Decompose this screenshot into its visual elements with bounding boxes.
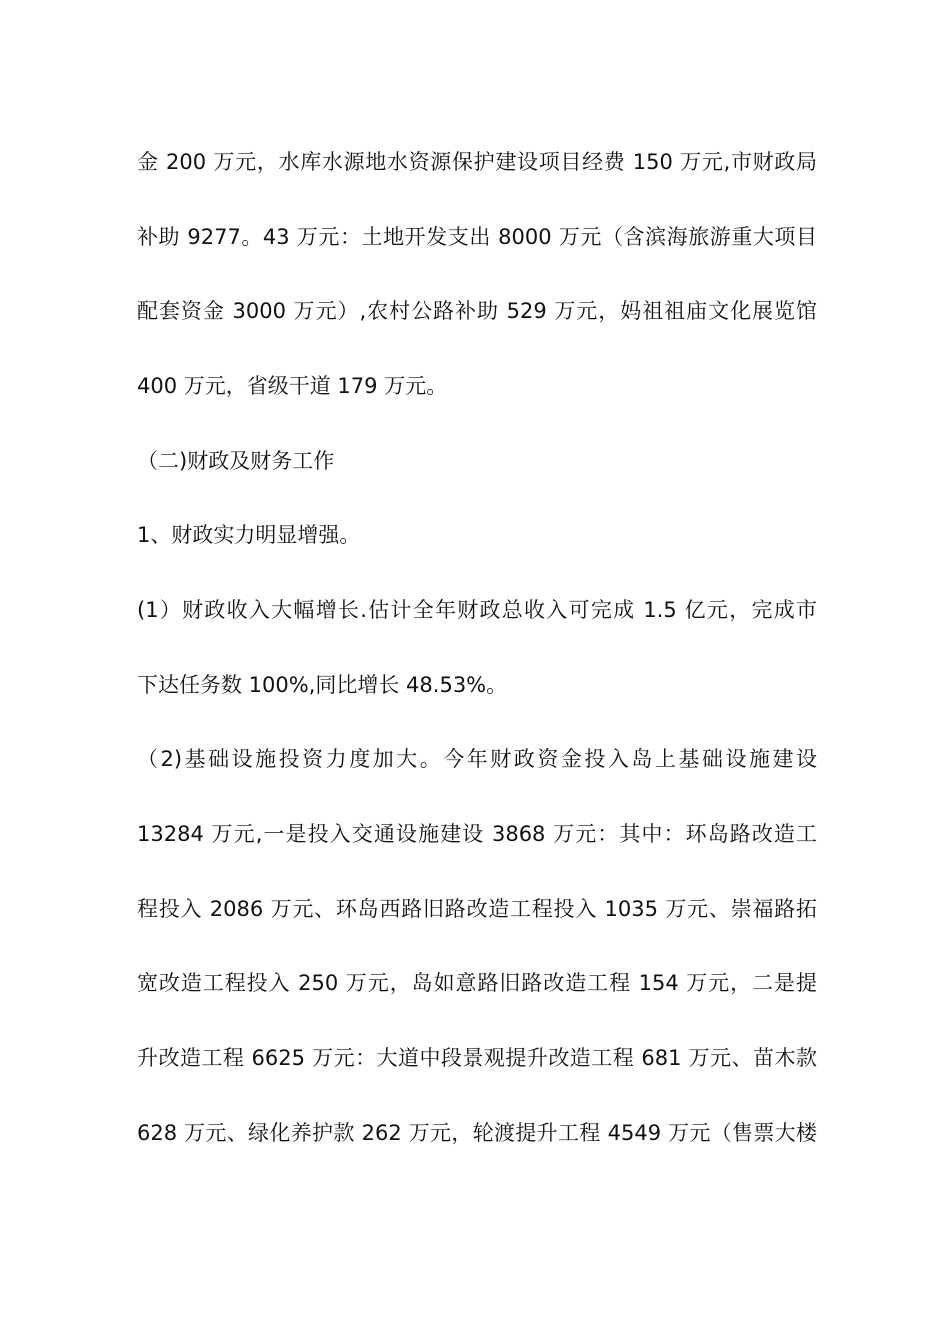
text-line: 13284 万元,一是投入交通设施建设 3868 万元：其中：环岛路改造工 (137, 822, 817, 846)
text-line: （2)基础设施投资力度加大。今年财政资金投入岛上基础设施建设 (137, 747, 817, 771)
text-line: 补助 9277。43 万元：土地开发支出 8000 万元（含滨海旅游重大项目 (137, 225, 817, 249)
section-heading: （二)财政及财务工作 (137, 449, 335, 473)
text-line: 升改造工程 6625 万元：大道中段景观提升改造工程 681 万元、苗木款 (137, 1046, 817, 1070)
text-line: 配套资金 3000 万元）,农村公路补助 529 万元，妈祖祖庙文化展览馆 (137, 299, 817, 323)
text-line: 400 万元，省级干道 179 万元。 (137, 374, 448, 398)
text-line: 金 200 万元，水库水源地水资源保护建设项目经费 150 万元,市财政局 (137, 150, 817, 174)
subsection-heading: 1、财政实力明显增强。 (137, 523, 361, 547)
text-line: 宽改造工程投入 250 万元，岛如意路旧路改造工程 154 万元，二是提 (137, 971, 817, 995)
text-line: 628 万元、绿化养护款 262 万元，轮渡提升工程 4549 万元（售票大楼 (137, 1121, 817, 1145)
text-line: 下达任务数 100%,同比增长 48.53%。 (137, 673, 508, 697)
text-line: (1）财政收入大幅增长.估计全年财政总收入可完成 1.5 亿元，完成市 (137, 598, 817, 622)
text-line: 程投入 2086 万元、环岛西路旧路改造工程投入 1035 万元、崇福路拓 (137, 897, 817, 921)
